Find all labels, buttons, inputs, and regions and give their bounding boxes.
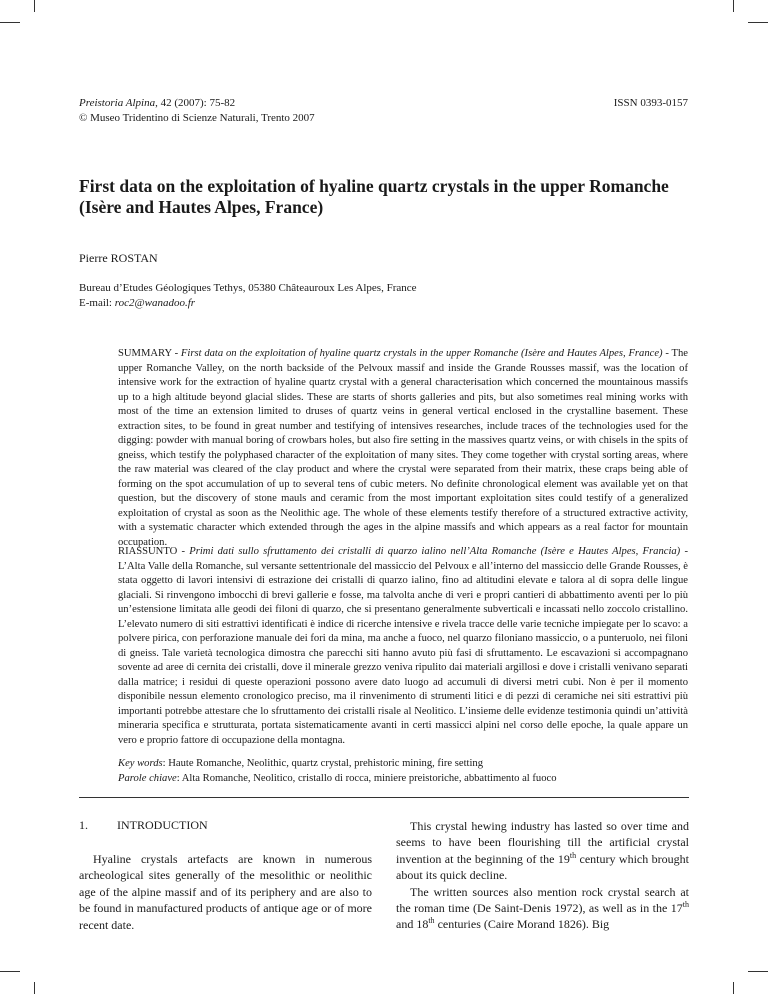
keywords — [118, 757, 688, 786]
body-paragraph — [396, 884, 689, 933]
crop-mark — [34, 0, 35, 12]
section-heading — [79, 818, 208, 833]
email-link[interactable]: roc2@wanadoo.fr — [114, 297, 196, 309]
section-title: INTRODUCTION — [117, 818, 208, 832]
text-run: The written sources also mention rock crystal search at the roman time (De Saint-Denis 1972), as well as in the 17 — [396, 884, 689, 916]
journal-volume: , 42 (2007): 75-82 — [155, 97, 236, 109]
body-paragraph — [396, 818, 689, 884]
riassunto-title: Primi dati sullo sfruttamento dei cristalli di quarzo ialino nell’Alta Romanche (Isère e Hautes Alpes, Francia) — [189, 546, 681, 557]
affiliation — [79, 281, 417, 311]
journal-citation — [79, 96, 315, 126]
superscript: th — [569, 850, 577, 860]
crop-mark — [0, 22, 20, 23]
text-run: centuries (Caire Morand 1826). Big — [434, 917, 610, 932]
body-left-paragraph: Hyaline crystals artefacts are known in numerous archeological sites generally of the mesolithic or neolithic age of the alpine massif and of its periphery and are also to be found in manufactured products of antique age or of more recent date. — [79, 852, 372, 932]
superscript: th — [682, 900, 689, 910]
text-run: century which brought about its quick decline. — [396, 851, 689, 883]
crop-mark — [733, 0, 734, 12]
body-right-column — [396, 818, 689, 933]
issn: ISSN 0393-0157 — [613, 97, 688, 109]
riassunto-label: RIASSUNTO - — [118, 546, 190, 557]
crop-mark — [748, 971, 768, 972]
copyright: © Museo Tridentino di Scienze Naturali, Trento 2007 — [79, 112, 315, 124]
riassunto-text: - L’Alta Valle della Romanche, sul versante settentrionale del massiccio del Pelvoux e all’interno del massiccio delle Grande Rousses, è stata oggetto di lavori intensivi di estrazione dei cristalli di quarzo ialino, fino ad altitudini elevate e talora al di sopra delle lingue glaciali. Si rinvengono imbocchi di brevi gallerie e fosse, ma talvolta anche di veri e propri cantieri di abbattimento aventi per lo più un’estensione limitata alle geodi dei filoni di quarzo, che si presentano generalmente subverticali e incassati nello zoccolo cristallino. L’elevato numero di siti estrattivi identificati è indice di ricerche intensive e rivela tracce delle varie tecniche impiegate per lo scavo: a polvere pirica, con perforazione manuale dei fori da mina, ma anche a fuoco, nel quarzo filoniano massiccio, o a punteruolo, nei filoni di gneiss. Tale varietà tecnologica dimostra che parecchi siti hanno avuto più fasi di sfruttamento. Le escavazioni si accompagnano sovente ad aree di cernita dei cristalli, dove il minerale grezzo veniva ripulito dai materiali argillosi e dove i cristalli venivano separati dalla matrice; i residui di queste operazioni possono avere dato luogo ad accumuli di diversi metri cubi. Non è per il momento disponibile nessun elemento cronologico preciso, ma il rinvenimento di strumenti litici e di pezzi di ceramiche nei siti estrattivi più importanti potrebbe attestare che lo sfruttamento dei cristalli risale al Neolitico. L’insieme delle evidenze testimonia quindi un’attività mineraria specifica e strutturata, portata sistematicamente avanti in certi massicci alpini nel corso delle epoche, la quale appare un vero e proprio fattore di occupazione della montagna. — [118, 546, 688, 746]
crop-mark — [733, 982, 734, 994]
journal-name: Preistoria Alpina — [79, 97, 156, 109]
keywords-label-it: Parole chiave — [118, 772, 177, 784]
crop-mark — [748, 22, 768, 23]
divider — [79, 797, 689, 798]
crop-mark — [34, 982, 35, 994]
summary-abstract — [118, 347, 688, 550]
paper-title: First data on the exploitation of hyaline quartz crystals in the upper Romanche (Isère and Hautes Alpes, France) — [79, 176, 669, 217]
summary-title: First data on the exploitation of hyaline quartz crystals in the upper Romanche (Isère and Hautes Alpes, France) — [180, 348, 663, 359]
summary-text: - The upper Romanche Valley, on the north backside of the Pelvoux massif and inside the Grande Rousses massif, was the location of intensive work for the extraction of hyaline quartz crystal with a general characterisation which concerned the mountainous massifs up to a high altitude beyond glacial slides. These are starts of shorts galleries and pits, but also sometimes real mining works with most of the time an extension limited to druses of quartz veins in general vertical enclosed in the crystalline basement. These extraction sites, to be found in great number and testifying of intensives researches, include traces of the technologies used for the digging: powder with manual boring of crowbars holes, but also fire setting in the massives quartz veins, or with chisels in the spits of gneiss, which testify the polyphased character of the exploitation of many sites. They come together with crystal sorting areas, where the raw material was cleared of the clay product and where the crystal were separated from their matrix, these craps being able of forming on the spot accumulation of up to several tens of cubic meters. No definite chronological element was available yet on that question, but the discovery of stone mauls and ceramic from the most important exploitation sites could testify of a generalized exploitation of crystal as soon as the Neolithic age. The whole of these elements testify therefore of a structured extractive activity, with a systematic character which extended through the ages in the alpine massifs and which appears as a real factor for mountain occupation. — [118, 348, 688, 548]
author: Pierre ROSTAN — [79, 251, 158, 265]
email-label: E-mail: — [79, 297, 115, 309]
affiliation-address: Bureau d’Etudes Géologiques Tethys, 05380 Châteauroux Les Alpes, France — [79, 282, 417, 294]
section-number: 1. — [79, 818, 88, 832]
riassunto-abstract — [118, 545, 688, 748]
keywords-text: : Haute Romanche, Neolithic, quartz crystal, prehistoric mining, fire setting — [162, 758, 484, 769]
text-run: This crystal hewing industry has lasted so over time and seems to have been flourishing till the artificial crystal invention at the beginning of the 19 — [396, 819, 689, 866]
summary-label: SUMMARY - — [118, 348, 181, 359]
superscript: th — [428, 916, 435, 926]
keywords-label: Key words — [118, 758, 163, 769]
keywords-text-it: : Alta Romanche, Neolitico, cristallo di rocca, miniere preistoriche, abbattimento al fuoco — [176, 772, 557, 784]
crop-mark — [0, 971, 20, 972]
text-run: and 18 — [396, 917, 429, 932]
